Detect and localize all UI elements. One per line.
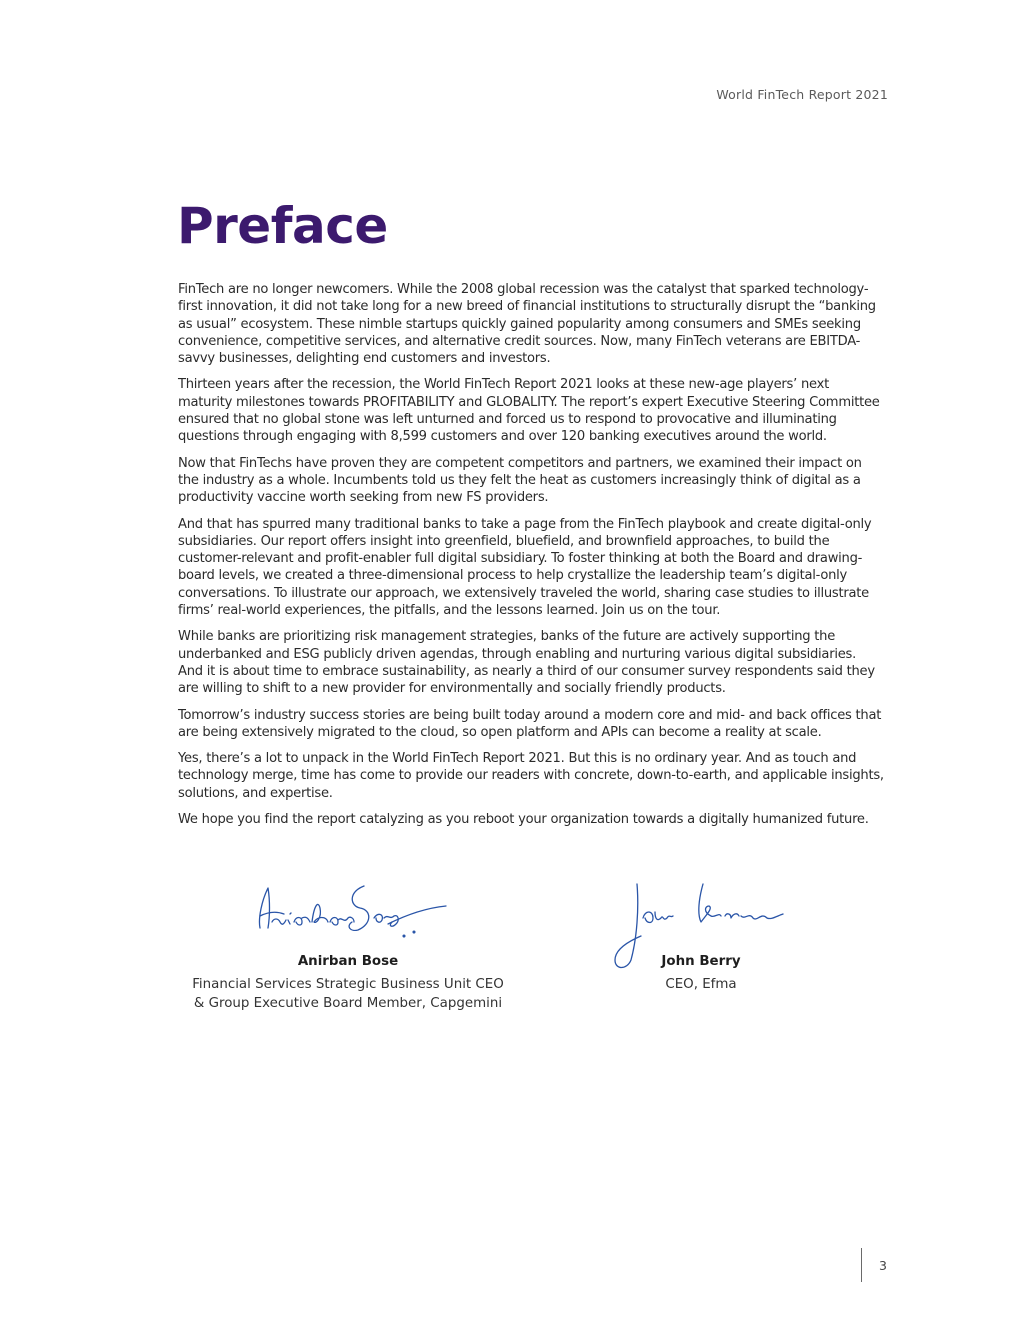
- signatory-john-berry: [590, 878, 812, 994]
- page-number: 3: [879, 1258, 887, 1273]
- signatory-role-line: CEO, Efma: [665, 977, 737, 992]
- paragraph-4: And that has spurred many traditional banks to take a page from the FinTech playbook and create digital-only subsidiaries. Our report offers insight into greenfield, bluefield, and brownfield approaches, to build the customer-relevant and profit-enabler full digital subsidiary. To foster thinking at both the Board and drawing-board levels, we created a three-dimensional process to help crystallize the leadership team’s digital-only conversations. To illustrate our approach, we extensively traveled the world, sharing case studies to illustrate firms’ real-world experiences, the pitfalls, and the lessons learned. Join us on the tour.: [178, 516, 872, 619]
- paragraph-6: Tomorrow’s industry success stories are being built today around a modern core and mid- and back offices that are being extensively migrated to the cloud, so open platform and APIs can become a reality at scale.: [178, 707, 882, 740]
- signature-anirban-bose: [238, 878, 458, 950]
- preface-body: [178, 281, 884, 837]
- paragraph-5: While banks are prioritizing risk management strategies, banks of the future are actively supporting the underbanked and ESG publicly driven agendas, through enabling and nurturing various digital subsidiaries. And it is about time to embrace sustainability, as nearly a third of our consumer survey respondents said they are willing to shift to a new provider for environmentally and socially friendly products.: [178, 629, 875, 697]
- running-header: World FinTech Report 2021: [716, 87, 888, 102]
- paragraph-1: FinTech are no longer newcomers. While the 2008 global recession was the catalyst that sparked technology-first innovation, it did not take long for a new breed of financial institutions to structurally disrupt the “banking as usual” ecosystem. These nimble startups quickly gained popularity among consumers and SMEs seeking convenience, competitive services, and alternative credit sources. Now, many FinTech veterans are EBITDA-savvy businesses, delighting end customers and investors.: [178, 282, 876, 367]
- paragraph-3: Now that FinTechs have proven they are competent competitors and partners, we examined their impact on the industry as a whole. Incumbents told us they felt the heat as customers increasingly think of digital as a productivity vaccine worth seeking from new FS providers.: [178, 455, 862, 506]
- signature-john-berry: [591, 878, 811, 950]
- paragraph-7: Yes, there’s a lot to unpack in the World FinTech Report 2021. But this is no ordinary year. And as touch and technology merge, time has come to provide our readers with concrete, down-to-earth, and applicable insights, solutions, and expertise.: [178, 751, 884, 801]
- signatory-role-line: & Group Executive Board Member, Capgemini: [193, 996, 503, 1011]
- signatory-anirban-bose: [190, 878, 506, 1013]
- signatory-role-line: Financial Services Strategic Business Unit CEO: [192, 977, 504, 992]
- paragraph-2: Thirteen years after the recession, the World FinTech Report 2021 looks at these new-age players’ next maturity milestones towards PROFITABILITY and GLOBALITY. The report’s expert Executive Steering Committee ensured that no global stone was left unturned and forced us to respond to provocative and illuminating questions through engaging with 8,599 customers and over 120 banking executives around the world.: [178, 377, 880, 445]
- signatory-name: Anirban Bose: [297, 954, 399, 969]
- signatory-name: John Berry: [661, 954, 741, 969]
- page-title: Preface: [177, 197, 388, 255]
- footer-divider: [861, 1248, 862, 1282]
- paragraph-8: We hope you find the report catalyzing as you reboot your organization towards a digitally humanized future.: [178, 812, 869, 828]
